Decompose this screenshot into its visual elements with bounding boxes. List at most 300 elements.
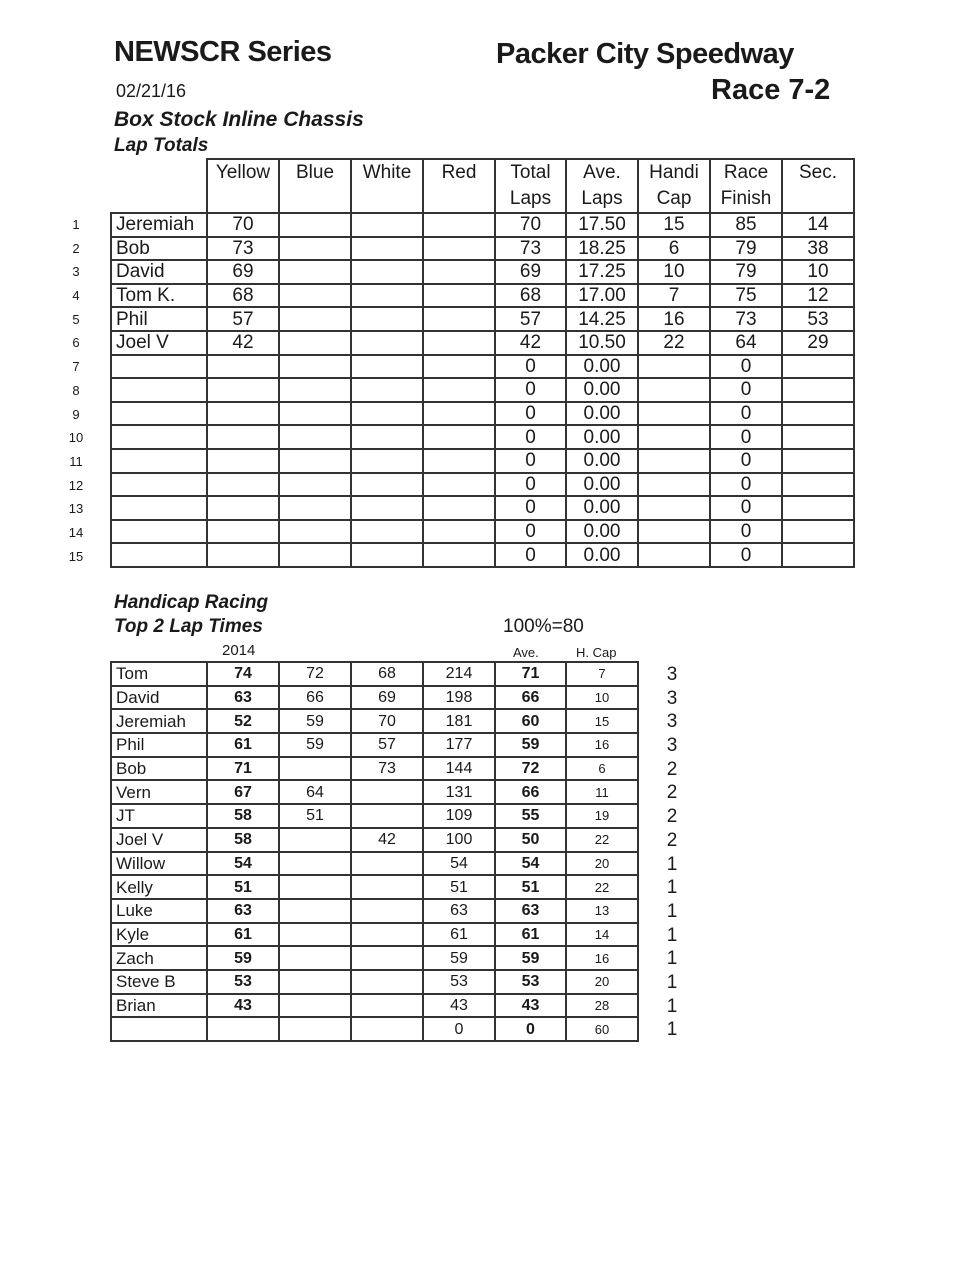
table-row	[111, 994, 638, 1018]
driver-name: Brian	[111, 994, 207, 1018]
table-cell: 20	[566, 852, 638, 876]
row-number: 13	[68, 501, 84, 517]
column-header	[207, 159, 279, 213]
driver-name	[111, 496, 207, 520]
table-cell: 0	[710, 355, 782, 379]
table-cell	[279, 946, 351, 970]
table-cell: 16	[638, 307, 710, 331]
table-cell: 19	[566, 804, 638, 828]
table-row	[111, 828, 638, 852]
column-header-line1: Handi	[649, 162, 699, 183]
driver-name: Tom	[111, 662, 207, 686]
table-cell: 43	[423, 994, 495, 1018]
column-header	[495, 159, 566, 213]
driver-name: Vern	[111, 780, 207, 804]
table-cell: 69	[351, 686, 423, 710]
table-cell: 66	[495, 780, 566, 804]
driver-name: Joel V	[111, 828, 207, 852]
table-cell	[207, 449, 279, 473]
handicap-title: Handicap Racing	[114, 592, 269, 613]
table-cell	[351, 520, 423, 544]
table-cell	[423, 543, 495, 567]
percent-note: 100%=80	[503, 616, 584, 637]
table-cell: 14	[566, 923, 638, 947]
table-cell	[279, 852, 351, 876]
table-cell: 72	[279, 662, 351, 686]
race-count: 2	[666, 782, 678, 804]
driver-name: Phil	[111, 307, 207, 331]
table-cell	[423, 378, 495, 402]
table-cell: 61	[207, 923, 279, 947]
row-number: 6	[72, 335, 80, 351]
table-row	[111, 709, 638, 733]
table-row	[111, 402, 854, 426]
column-header	[423, 159, 495, 213]
table-cell: 51	[279, 804, 351, 828]
table-cell	[279, 923, 351, 947]
handicap-table	[110, 661, 639, 1042]
table-cell	[351, 331, 423, 355]
table-cell: 54	[423, 852, 495, 876]
table-cell: 53	[495, 970, 566, 994]
table-cell	[423, 260, 495, 284]
table-cell	[423, 237, 495, 261]
table-row	[111, 307, 854, 331]
table-cell: 59	[423, 946, 495, 970]
table-cell: 0	[710, 402, 782, 426]
table-cell: 181	[423, 709, 495, 733]
column-header-line1: Ave.	[583, 162, 621, 183]
table-cell	[351, 970, 423, 994]
table-cell: 6	[638, 237, 710, 261]
table-cell	[782, 473, 854, 497]
table-cell	[351, 425, 423, 449]
table-cell: 51	[423, 875, 495, 899]
table-cell	[782, 402, 854, 426]
table-row	[111, 473, 854, 497]
table-cell	[782, 543, 854, 567]
driver-name: Kelly	[111, 875, 207, 899]
table-cell: 12	[782, 284, 854, 308]
table-cell: 75	[710, 284, 782, 308]
table-row	[111, 378, 854, 402]
table-row	[111, 757, 638, 781]
table-cell: 53	[207, 970, 279, 994]
table-cell: 0.00	[566, 473, 638, 497]
table-cell: 13	[566, 899, 638, 923]
table-cell: 0	[710, 473, 782, 497]
table-cell	[279, 331, 351, 355]
table-cell	[638, 378, 710, 402]
table-cell: 20	[566, 970, 638, 994]
column-header-line2: Finish	[720, 188, 772, 209]
class-title: Box Stock Inline Chassis	[114, 108, 364, 131]
column-header-line1: Race	[723, 162, 769, 183]
race-count: 1	[666, 853, 678, 875]
ave-label: Ave.	[513, 645, 539, 660]
table-cell	[351, 260, 423, 284]
table-cell	[279, 307, 351, 331]
table-cell: 0.00	[566, 425, 638, 449]
table-cell	[279, 378, 351, 402]
table-cell	[351, 852, 423, 876]
table-cell: 79	[710, 237, 782, 261]
table-cell: 22	[566, 875, 638, 899]
lap-totals-table	[110, 158, 855, 568]
table-cell: 42	[495, 331, 566, 355]
year-label: 2014	[222, 642, 256, 659]
table-cell: 63	[207, 686, 279, 710]
table-row	[111, 780, 638, 804]
table-cell: 73	[207, 237, 279, 261]
driver-name	[111, 1017, 207, 1041]
table-row	[111, 213, 854, 237]
table-cell	[351, 804, 423, 828]
table-cell	[279, 213, 351, 237]
race-count: 1	[666, 924, 678, 946]
driver-name: Tom K.	[111, 284, 207, 308]
table-cell	[207, 378, 279, 402]
driver-name: Jeremiah	[111, 213, 207, 237]
table-cell	[279, 520, 351, 544]
table-cell: 42	[351, 828, 423, 852]
table-cell: 64	[710, 331, 782, 355]
table-cell	[351, 237, 423, 261]
table-cell: 68	[495, 284, 566, 308]
table-cell	[279, 828, 351, 852]
table-cell	[351, 284, 423, 308]
table-cell: 0	[710, 449, 782, 473]
driver-name: Kyle	[111, 923, 207, 947]
table-row	[111, 543, 854, 567]
table-cell: 85	[710, 213, 782, 237]
table-cell	[279, 284, 351, 308]
row-number: 12	[68, 477, 84, 493]
row-number: 14	[68, 524, 84, 540]
table-cell: 54	[207, 852, 279, 876]
driver-name: Steve B	[111, 970, 207, 994]
table-cell: 68	[351, 662, 423, 686]
table-cell: 63	[495, 899, 566, 923]
table-cell: 17.25	[566, 260, 638, 284]
table-cell: 0.00	[566, 402, 638, 426]
table-cell	[423, 284, 495, 308]
table-cell	[423, 449, 495, 473]
row-number: 10	[68, 430, 84, 446]
table-cell: 214	[423, 662, 495, 686]
table-cell	[279, 994, 351, 1018]
table-cell: 66	[279, 686, 351, 710]
table-cell	[207, 402, 279, 426]
driver-name: Zach	[111, 946, 207, 970]
race-count: 1	[666, 900, 678, 922]
column-header-line2: Cap	[656, 188, 692, 209]
table-cell: 61	[207, 733, 279, 757]
table-cell: 10	[782, 260, 854, 284]
row-number: 4	[72, 288, 80, 304]
table-cell: 0	[710, 378, 782, 402]
table-row	[111, 686, 638, 710]
race-count-column	[660, 663, 684, 1042]
table-cell: 0.00	[566, 496, 638, 520]
table-cell	[279, 757, 351, 781]
table-cell	[279, 496, 351, 520]
driver-name	[111, 378, 207, 402]
race-count: 3	[666, 735, 678, 757]
table-cell: 0	[495, 355, 566, 379]
table-cell: 10.50	[566, 331, 638, 355]
table-cell: 0	[495, 473, 566, 497]
row-number: 1	[72, 217, 80, 232]
table-cell: 66	[495, 686, 566, 710]
table-cell	[423, 473, 495, 497]
table-cell: 43	[495, 994, 566, 1018]
table-cell	[351, 994, 423, 1018]
table-cell: 0.00	[566, 520, 638, 544]
table-cell: 15	[566, 709, 638, 733]
table-row	[111, 970, 638, 994]
table-row	[111, 496, 854, 520]
driver-name: Willow	[111, 852, 207, 876]
row-number-column	[64, 213, 88, 568]
table-cell	[782, 425, 854, 449]
table-cell	[279, 1017, 351, 1041]
column-header-line1: Sec.	[798, 162, 838, 183]
race-date: 02/21/16	[116, 81, 187, 101]
row-number: 11	[69, 453, 83, 469]
table-cell	[638, 355, 710, 379]
race-title: Race 7-2	[711, 74, 831, 106]
race-count: 2	[666, 758, 678, 780]
table-row	[111, 875, 638, 899]
table-cell	[207, 425, 279, 449]
table-cell	[351, 402, 423, 426]
table-cell	[279, 260, 351, 284]
table-cell	[351, 780, 423, 804]
table-cell: 58	[207, 828, 279, 852]
table-cell	[638, 449, 710, 473]
race-count: 2	[666, 806, 678, 828]
table-cell	[351, 378, 423, 402]
table-cell: 0	[495, 543, 566, 567]
table-cell	[638, 543, 710, 567]
table-cell	[351, 946, 423, 970]
table-cell: 57	[495, 307, 566, 331]
table-cell: 53	[423, 970, 495, 994]
table-cell: 38	[782, 237, 854, 261]
table-cell: 0.00	[566, 355, 638, 379]
table-cell: 22	[638, 331, 710, 355]
table-cell	[207, 355, 279, 379]
table-cell: 0	[710, 520, 782, 544]
table-row	[111, 733, 638, 757]
column-header	[782, 159, 854, 213]
table-cell	[279, 425, 351, 449]
table-cell: 54	[495, 852, 566, 876]
table-cell: 51	[495, 875, 566, 899]
driver-name: Bob	[111, 237, 207, 261]
column-header-line1: Yellow	[215, 162, 271, 183]
table-cell	[351, 307, 423, 331]
table-cell: 53	[782, 307, 854, 331]
table-cell: 57	[207, 307, 279, 331]
table-cell: 59	[279, 709, 351, 733]
driver-name: Luke	[111, 899, 207, 923]
column-header	[351, 159, 423, 213]
table-cell: 72	[495, 757, 566, 781]
table-cell	[423, 520, 495, 544]
table-cell: 0	[495, 378, 566, 402]
table-cell: 61	[495, 923, 566, 947]
table-cell	[351, 473, 423, 497]
driver-name: JT	[111, 804, 207, 828]
table-cell: 0.00	[566, 449, 638, 473]
table-cell: 0	[710, 543, 782, 567]
table-row	[111, 331, 854, 355]
header-blank-cell	[111, 159, 207, 213]
table-cell	[351, 1017, 423, 1041]
table-cell: 100	[423, 828, 495, 852]
table-cell: 71	[207, 757, 279, 781]
table-cell: 0	[710, 496, 782, 520]
header-row	[111, 159, 854, 213]
table-row	[111, 260, 854, 284]
table-cell	[279, 899, 351, 923]
table-cell: 17.00	[566, 284, 638, 308]
table-cell: 7	[638, 284, 710, 308]
table-cell	[423, 307, 495, 331]
table-row	[111, 425, 854, 449]
table-cell	[782, 378, 854, 402]
table-cell	[638, 496, 710, 520]
table-cell: 67	[207, 780, 279, 804]
table-cell: 70	[207, 213, 279, 237]
table-cell: 0.00	[566, 378, 638, 402]
table-cell: 74	[207, 662, 279, 686]
table-cell	[207, 543, 279, 567]
table-cell	[207, 496, 279, 520]
table-row	[111, 662, 638, 686]
table-cell: 42	[207, 331, 279, 355]
table-cell	[279, 473, 351, 497]
table-cell	[279, 237, 351, 261]
table-cell	[782, 520, 854, 544]
row-number: 9	[72, 406, 80, 422]
table-cell	[279, 543, 351, 567]
race-count: 3	[666, 711, 678, 733]
driver-name	[111, 449, 207, 473]
table-row	[111, 899, 638, 923]
table-cell: 63	[207, 899, 279, 923]
table-cell	[423, 355, 495, 379]
table-cell: 60	[495, 709, 566, 733]
table-row	[111, 449, 854, 473]
table-cell	[423, 496, 495, 520]
table-cell	[351, 923, 423, 947]
table-cell	[351, 213, 423, 237]
race-count: 3	[666, 687, 678, 709]
table-cell	[351, 355, 423, 379]
table-cell: 6	[566, 757, 638, 781]
race-count: 2	[666, 829, 678, 851]
table-cell	[351, 449, 423, 473]
column-header-line1: Red	[441, 162, 477, 183]
table-cell: 64	[279, 780, 351, 804]
table-cell	[782, 496, 854, 520]
table-cell: 28	[566, 994, 638, 1018]
table-cell: 70	[351, 709, 423, 733]
table-cell: 10	[566, 686, 638, 710]
table-cell	[207, 473, 279, 497]
table-cell	[638, 425, 710, 449]
table-cell: 0	[710, 425, 782, 449]
table-cell: 69	[207, 260, 279, 284]
table-cell	[279, 355, 351, 379]
row-number: 15	[68, 548, 84, 564]
table-cell: 59	[279, 733, 351, 757]
table-cell: 11	[566, 780, 638, 804]
table-cell: 51	[207, 875, 279, 899]
column-header-line1: Blue	[295, 162, 335, 183]
table-cell: 79	[710, 260, 782, 284]
table-cell: 109	[423, 804, 495, 828]
table-row	[111, 355, 854, 379]
driver-name	[111, 543, 207, 567]
table-cell	[351, 899, 423, 923]
handicap-subtitle: Top 2 Lap Times	[114, 616, 263, 637]
table-cell	[351, 543, 423, 567]
table-cell: 50	[495, 828, 566, 852]
driver-name: Jeremiah	[111, 709, 207, 733]
driver-name	[111, 355, 207, 379]
table-cell	[423, 331, 495, 355]
column-header	[638, 159, 710, 213]
table-cell	[638, 402, 710, 426]
table-cell: 17.50	[566, 213, 638, 237]
row-number: 8	[72, 382, 80, 398]
table-cell: 16	[566, 733, 638, 757]
driver-name	[111, 520, 207, 544]
table-row	[111, 284, 854, 308]
table-cell: 18.25	[566, 237, 638, 261]
table-cell: 29	[782, 331, 854, 355]
row-number: 2	[72, 240, 80, 256]
column-header-line2: Laps	[581, 188, 623, 209]
table-cell	[638, 473, 710, 497]
table-cell	[207, 1017, 279, 1041]
column-header-line1: White	[362, 162, 412, 183]
table-cell: 68	[207, 284, 279, 308]
table-cell: 144	[423, 757, 495, 781]
table-cell: 15	[638, 213, 710, 237]
track-title: Packer City Speedway	[496, 38, 794, 70]
column-header-line1: Total	[510, 162, 551, 183]
driver-name: Phil	[111, 733, 207, 757]
section-title: Lap Totals	[114, 135, 209, 156]
table-cell: 0	[495, 520, 566, 544]
table-cell	[279, 402, 351, 426]
race-count: 1	[666, 877, 678, 899]
row-number: 5	[72, 311, 80, 327]
table-cell: 198	[423, 686, 495, 710]
table-cell	[423, 213, 495, 237]
race-count: 1	[666, 995, 678, 1017]
table-cell: 0	[495, 402, 566, 426]
table-cell: 58	[207, 804, 279, 828]
driver-name: David	[111, 260, 207, 284]
table-cell	[782, 449, 854, 473]
table-cell	[279, 875, 351, 899]
